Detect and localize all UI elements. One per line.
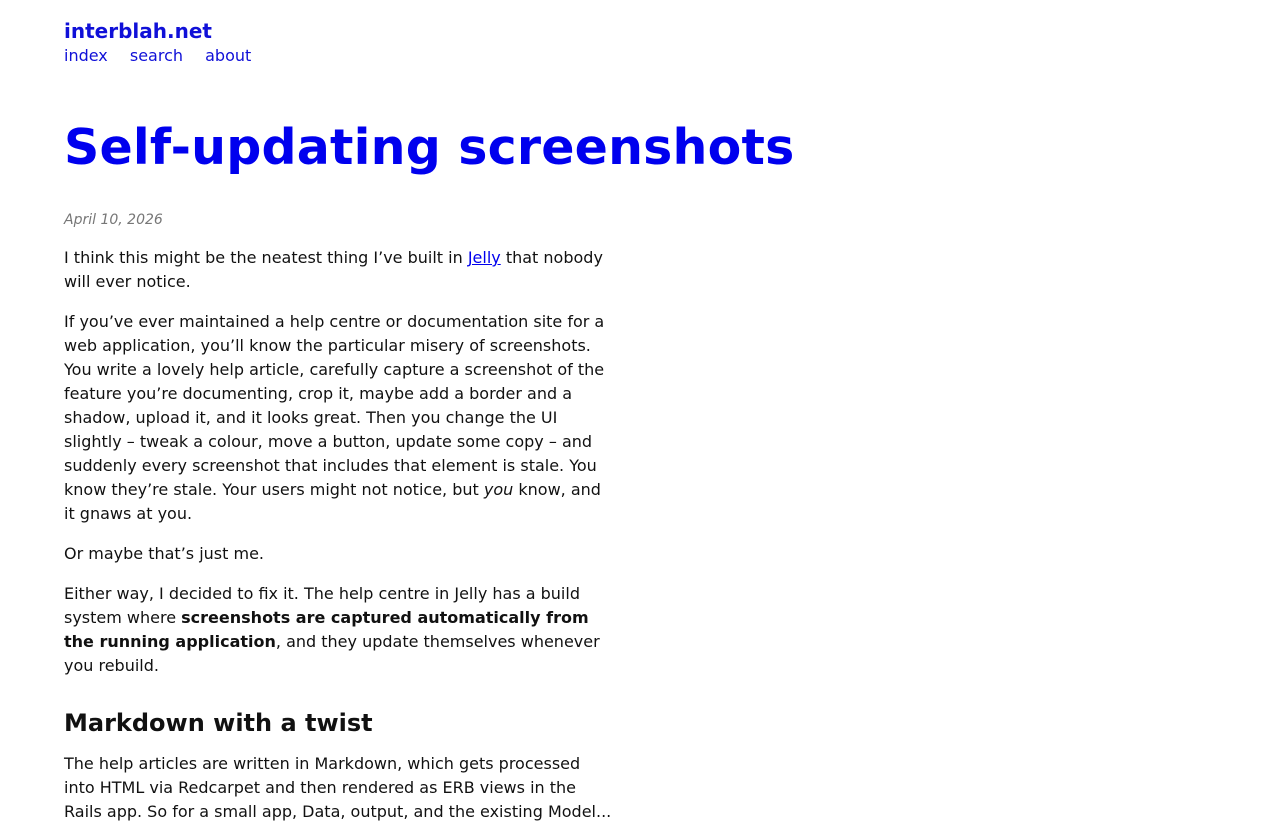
paragraph-just-me: Or maybe that’s just me. <box>64 544 264 563</box>
emphasis-you: you <box>483 480 514 499</box>
paragraph-intro-text-before: I think this might be the neatest thing I’ve built in <box>64 248 468 267</box>
paragraph-4-text-before: Either way, I decided to fix it. The help centre in Jelly has a build system where <box>64 584 580 627</box>
paragraph-markdown: The help articles are written in Markdown, which gets processed into HTML via Redcarpet and then rendered as ERB views in the Rails app. So for a small app, Data, output, and the existing Model... <box>64 754 612 821</box>
paragraph-fix <box>64 582 612 678</box>
paragraph-2-text-after: know, and it gnaws at you. <box>64 480 601 523</box>
section-heading-markdown: Markdown with a twist <box>64 709 373 737</box>
post-date: April 10, 2026 <box>64 212 163 228</box>
paragraph-screenshots-misery <box>64 310 612 526</box>
nav-link-about[interactable]: about <box>205 46 252 65</box>
post-title-link[interactable]: Self-updating screenshots <box>64 119 795 176</box>
strong-auto-captured: screenshots are captured automatically from the running application <box>64 608 589 651</box>
site-nav <box>64 44 268 68</box>
paragraph-2-text-before: If you’ve ever maintained a help centre or documentation site for a web application, you’ll know the particular misery of screenshots. You write a lovely help article, carefully capture a screenshot of the feature you’re documenting, crop it, maybe add a border and a shadow, upload it, and it looks great. Then you change the UI slightly – tweak a colour, move a button, update some copy – and suddenly every screenshot that includes that element is stale. You know they’re stale. Your users might not notice, but <box>64 312 605 499</box>
paragraph-intro <box>64 246 612 294</box>
paragraph-4-text-after: , and they update themselves whenever you rebuild. <box>64 632 600 675</box>
site-title-link[interactable]: interblah.net <box>64 19 212 43</box>
post-body <box>64 246 612 840</box>
post-title <box>64 118 794 178</box>
jelly-link[interactable]: Jelly <box>467 248 501 267</box>
nav-link-index[interactable]: index <box>64 46 108 65</box>
paragraph-intro-text-after: that nobody will ever notice. <box>64 248 603 291</box>
nav-link-search[interactable]: search <box>129 46 184 65</box>
